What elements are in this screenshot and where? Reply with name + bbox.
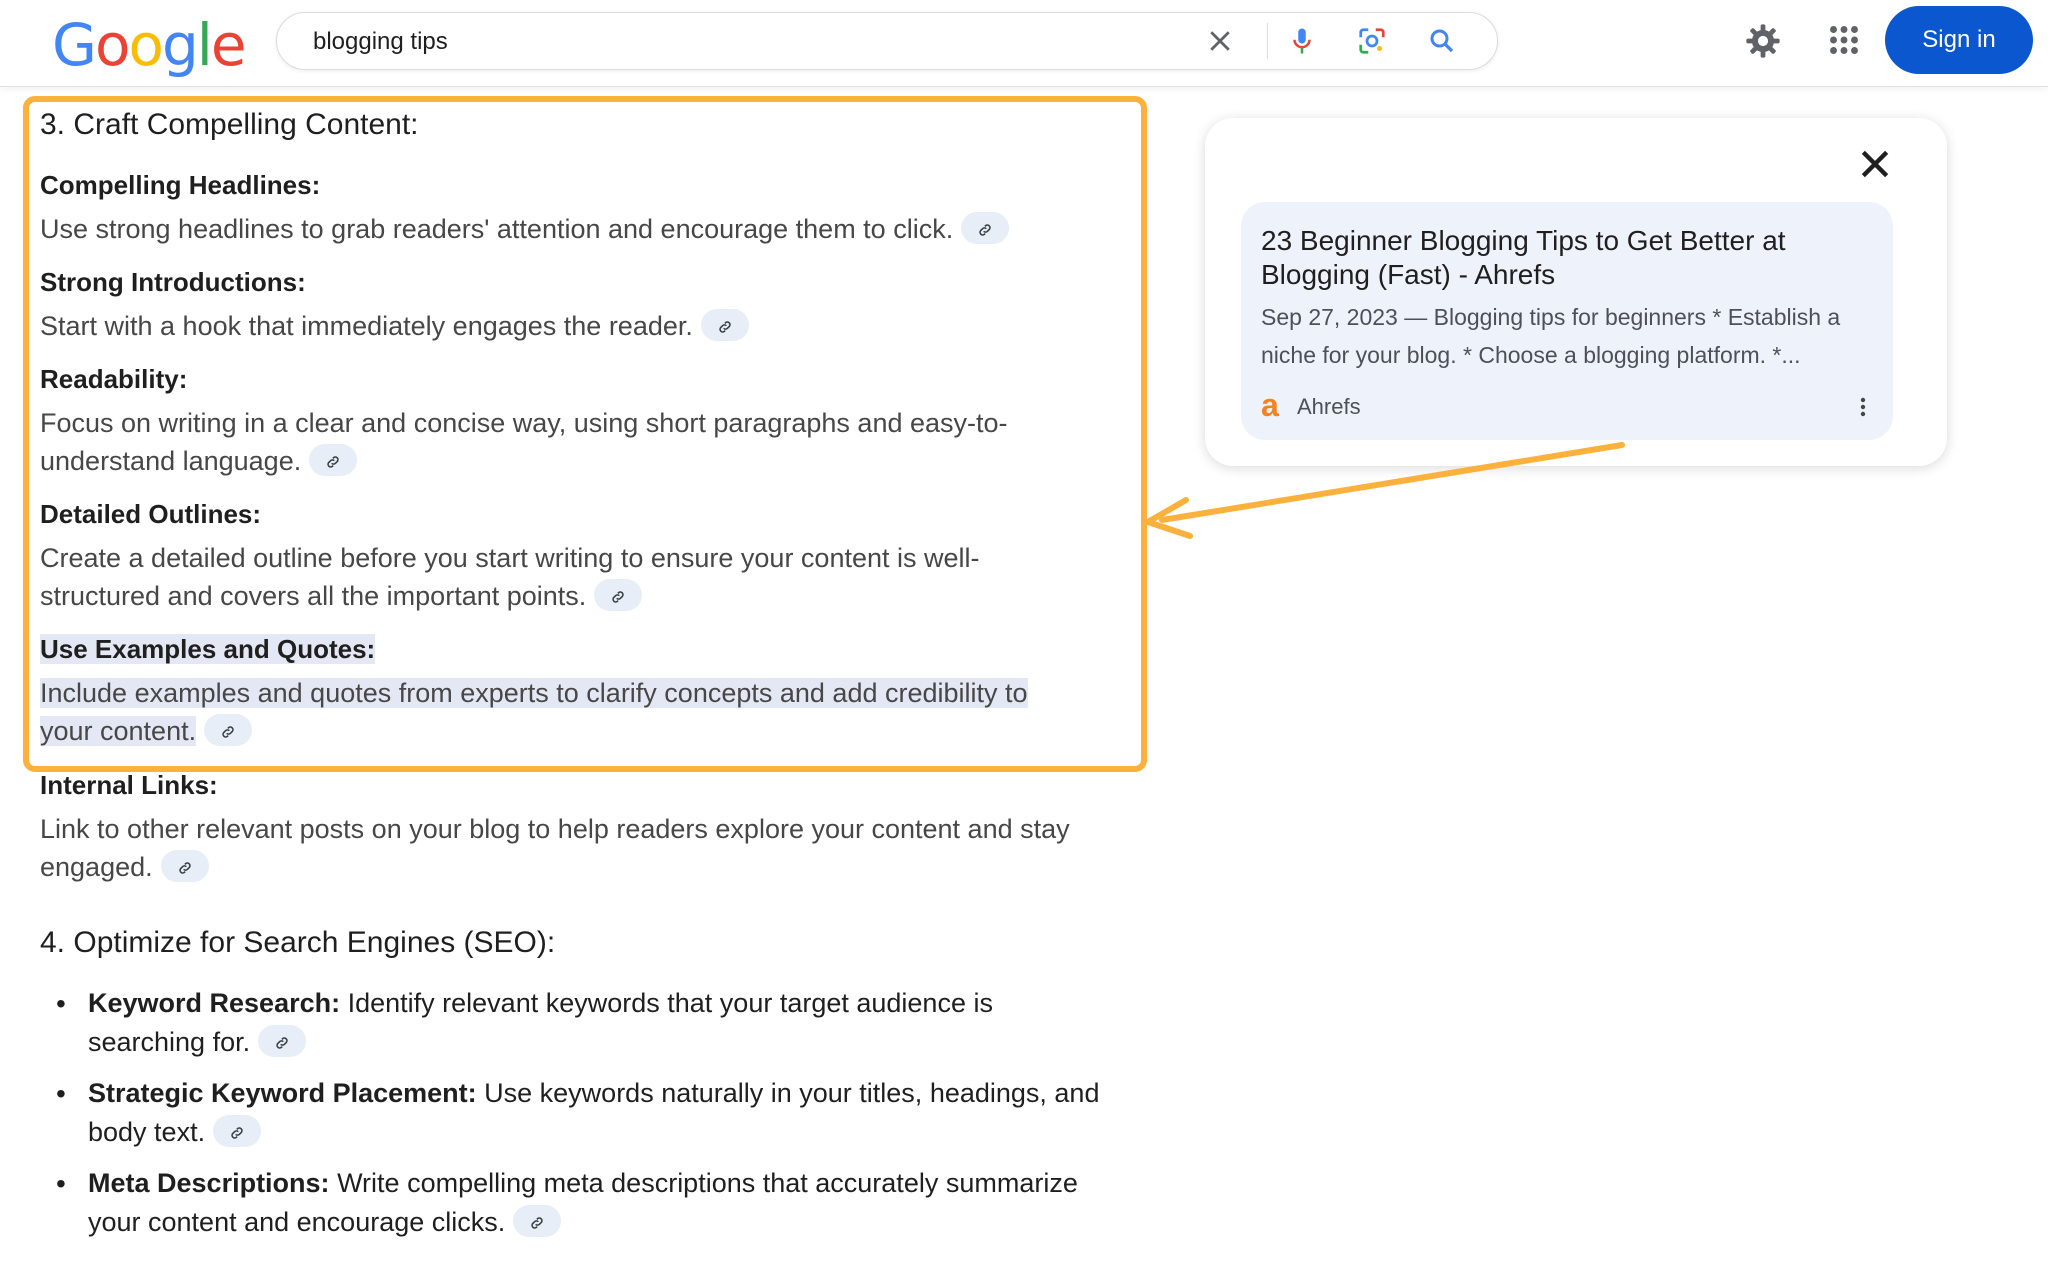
link-icon bbox=[177, 860, 193, 876]
item-text: your content. bbox=[40, 716, 197, 746]
more-vert-icon[interactable] bbox=[1851, 392, 1875, 422]
citation-link-chip[interactable] bbox=[213, 1115, 261, 1147]
bullet-text: searching for. bbox=[88, 1027, 251, 1057]
item-description bbox=[40, 210, 1009, 248]
item-text: Include examples and quotes from experts to clarify concepts and add credibility to bbox=[40, 678, 1028, 708]
citation-link-chip[interactable] bbox=[594, 579, 642, 611]
link-icon bbox=[274, 1035, 290, 1051]
citation-link-chip[interactable] bbox=[161, 850, 209, 882]
microphone-icon[interactable] bbox=[1287, 26, 1317, 56]
item-title: Compelling Headlines: bbox=[40, 170, 321, 200]
item-text: structured and covers all the important points. bbox=[40, 581, 587, 611]
logo-letter: e bbox=[210, 11, 245, 79]
search-input[interactable] bbox=[311, 23, 1135, 61]
link-icon bbox=[229, 1125, 245, 1141]
item-text: Link to other relevant posts on your blog to help readers explore your content and stay bbox=[40, 814, 1070, 844]
search-box bbox=[276, 12, 1498, 70]
item-title: Strong Introductions: bbox=[40, 267, 306, 297]
link-icon bbox=[325, 454, 341, 470]
bullet-text: your content and encourage clicks. bbox=[88, 1207, 506, 1237]
search-divider bbox=[1267, 23, 1268, 59]
citation-link-chip[interactable] bbox=[701, 309, 749, 341]
logo-letter: G bbox=[52, 11, 95, 79]
link-icon bbox=[220, 724, 236, 740]
bullet-text: Write compelling meta descriptions that accurately summarize bbox=[329, 1168, 1078, 1198]
list-item bbox=[40, 984, 1188, 1062]
item-title-highlighted bbox=[40, 634, 375, 665]
item-description-highlighted bbox=[40, 674, 1028, 750]
source-panel bbox=[1205, 118, 1947, 466]
google-logo[interactable] bbox=[52, 12, 245, 78]
item-description bbox=[40, 404, 1008, 480]
logo-letter: g bbox=[161, 11, 197, 79]
search-icon[interactable] bbox=[1427, 26, 1457, 56]
link-icon bbox=[717, 319, 733, 335]
logo-letter: l bbox=[196, 11, 211, 79]
item-description bbox=[40, 539, 980, 615]
list-item bbox=[40, 1074, 1188, 1152]
citation-link-chip[interactable] bbox=[513, 1205, 561, 1237]
item-title: Readability: bbox=[40, 364, 188, 394]
site-name: Ahrefs bbox=[1297, 394, 1361, 419]
link-icon bbox=[610, 589, 626, 605]
item-text: understand language. bbox=[40, 446, 302, 476]
sign-in-button[interactable]: Sign in bbox=[1885, 6, 2033, 74]
citation-link-chip[interactable] bbox=[961, 212, 1009, 244]
bullet-bold-label: Keyword Research: bbox=[88, 988, 341, 1018]
logo-letter: o bbox=[94, 11, 129, 79]
citation-link-chip[interactable] bbox=[258, 1025, 306, 1057]
item-title: Detailed Outlines: bbox=[40, 499, 262, 529]
site-logo: a bbox=[1261, 387, 1279, 423]
item-title: Use Examples and Quotes: bbox=[40, 634, 376, 664]
top-bar bbox=[0, 0, 2048, 87]
item-description bbox=[40, 307, 749, 345]
item-text: Start with a hook that immediately engages the reader. bbox=[40, 311, 693, 341]
source-snippet: Sep 27, 2023 — Blogging tips for beginners * Establish a niche for your blog. * Choose a blogging platform. *... bbox=[1261, 304, 1841, 368]
item-text: Create a detailed outline before you start writing to ensure your content is well- bbox=[40, 543, 980, 573]
settings-gear-icon[interactable] bbox=[1744, 22, 1782, 60]
close-icon[interactable] bbox=[1855, 144, 1895, 184]
bullet-bold-label: Strategic Keyword Placement: bbox=[88, 1078, 477, 1108]
citation-link-chip[interactable] bbox=[309, 444, 357, 476]
link-icon bbox=[977, 222, 993, 238]
bullet-text: Use keywords naturally in your titles, headings, and bbox=[476, 1078, 1100, 1108]
link-icon bbox=[529, 1215, 545, 1231]
apps-grid-icon[interactable] bbox=[1826, 22, 1862, 58]
source-result-card[interactable] bbox=[1241, 202, 1893, 440]
logo-letter: o bbox=[128, 11, 162, 79]
section-4-heading: 4. Optimize for Search Engines (SEO): bbox=[40, 926, 556, 959]
citation-link-chip[interactable] bbox=[204, 714, 252, 746]
bullet-text: Identify relevant keywords that your target audience is bbox=[340, 988, 993, 1018]
item-text: Use strong headlines to grab readers' attention and encourage them to click. bbox=[40, 214, 954, 244]
clear-icon[interactable] bbox=[1205, 26, 1235, 56]
item-description bbox=[40, 810, 1070, 886]
lens-icon[interactable] bbox=[1357, 26, 1387, 56]
item-text: Focus on writing in a clear and concise way, using short paragraphs and easy-to- bbox=[40, 408, 1008, 438]
list-item bbox=[40, 1164, 1188, 1242]
item-title: Internal Links: bbox=[40, 770, 218, 800]
bullet-bold-label: Meta Descriptions: bbox=[88, 1168, 330, 1198]
seo-bullet-list bbox=[40, 984, 1188, 1254]
item-text: engaged. bbox=[40, 852, 153, 882]
bullet-text: body text. bbox=[88, 1117, 206, 1147]
source-title[interactable]: 23 Beginner Blogging Tips to Get Better at Blogging (Fast) - Ahrefs bbox=[1261, 225, 1786, 290]
section-3-heading: 3. Craft Compelling Content: bbox=[40, 108, 419, 141]
